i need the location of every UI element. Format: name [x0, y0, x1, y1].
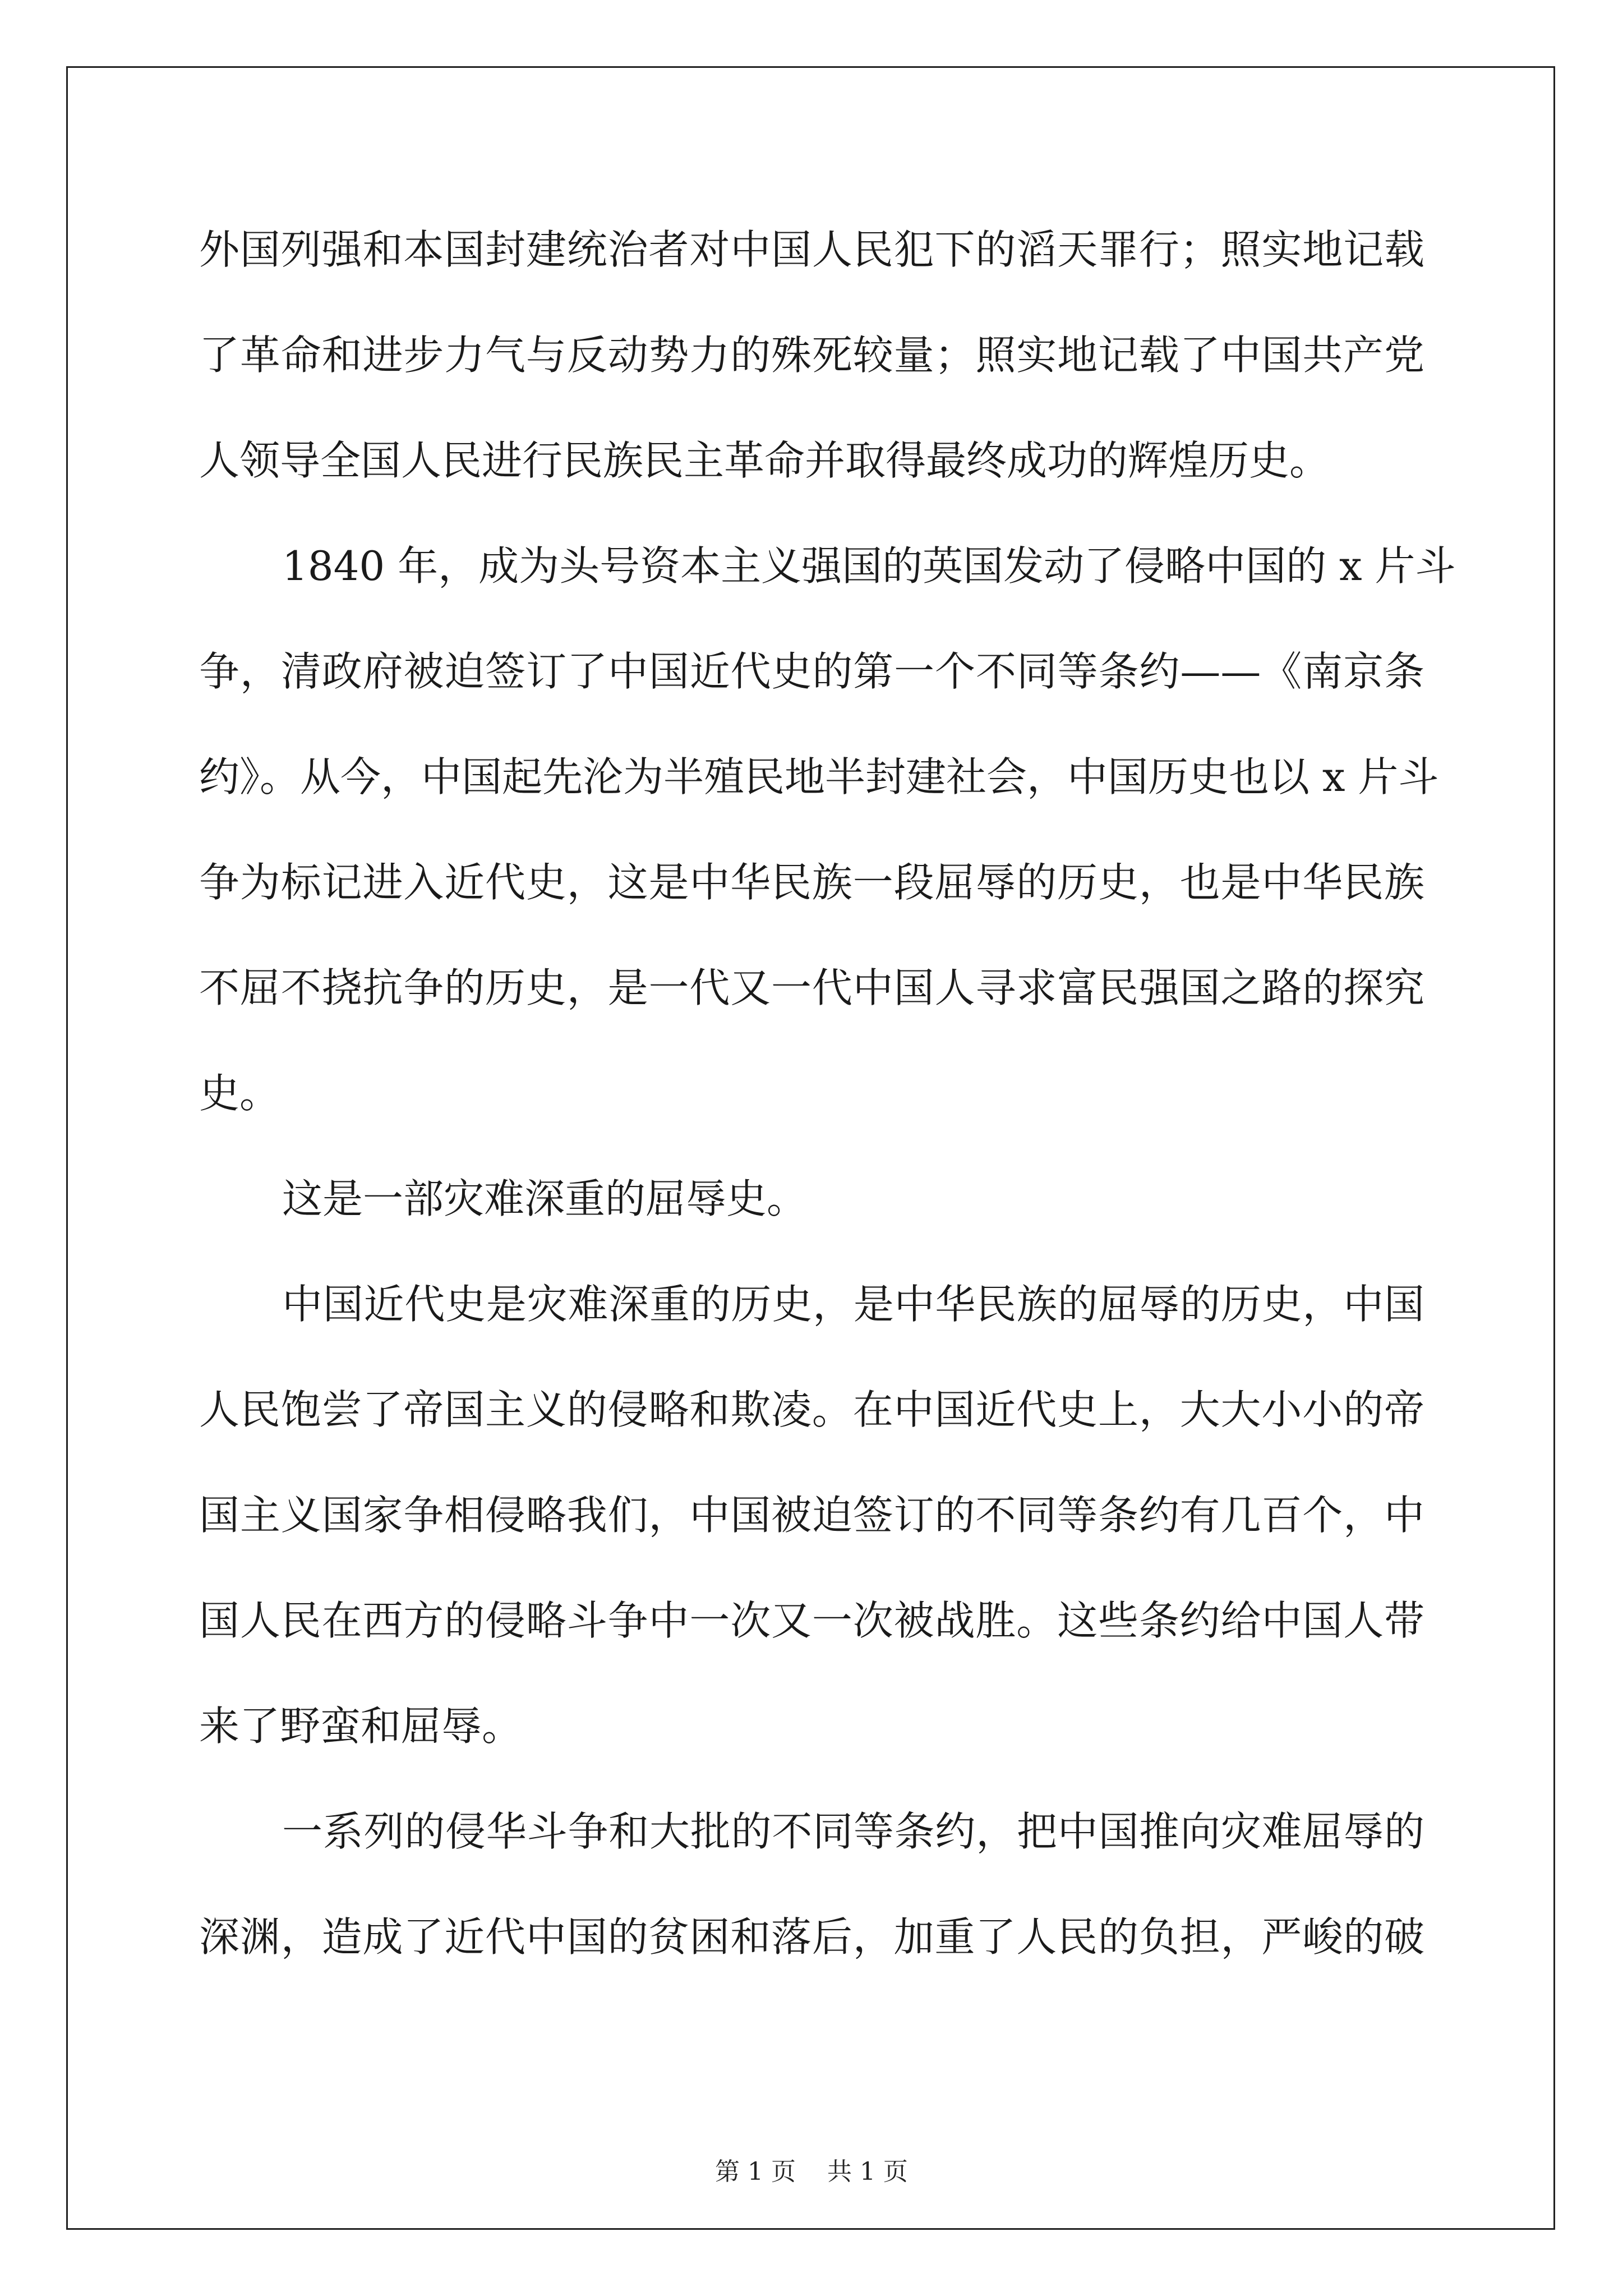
text-line: 不屈不挠抗争的历史，是一代又一代中国人寻求富民强国之路的探究 [199, 964, 1424, 1011]
document-body [199, 216, 1456, 2009]
text-line: 争为标记进入近代史，这是中华民族一段屈辱的历史，也是中华民族 [199, 859, 1424, 906]
page-footer: 第 1 页 共 1 页 [715, 2157, 908, 2186]
text-line: 人民饱尝了帝国主义的侵略和欺凌。在中国近代史上，大大小小的帝 [199, 1386, 1424, 1433]
text-line: 人领导全国人民进行民族民主革命并取得最终成功的辉煌历史。 [199, 437, 1330, 484]
text-line: 一系列的侵华斗争和大批的不同等条约，把中国推向灾难屈辱的 [282, 1808, 1424, 1855]
text-line: 国人民在西方的侵略斗争中一次又一次被战胜。这些条约给中国人带 [199, 1597, 1424, 1644]
text-line: 争，清政府被迫签订了中国近代史的第一个不同等条约——《南京条 [199, 648, 1424, 695]
text-line: 了革命和进步力气与反动势力的殊死较量；照实地记载了中国共产党 [199, 332, 1424, 379]
text-line: 1840 年，成为头号资本主义强国的英国发动了侵略中国的 x 片斗 [282, 542, 1456, 590]
text-line: 这是一部灾难深重的屈辱史。 [282, 1175, 808, 1222]
text-line: 国主义国家争相侵略我们，中国被迫签订的不同等条约有几百个，中 [199, 1492, 1424, 1539]
text-line: 约》。从今，中国起先沦为半殖民地半封建社会，中国历史也以 x 片斗 [199, 753, 1439, 800]
text-line: 史。 [199, 1070, 280, 1117]
text-line: 外国列强和本国封建统治者对中国人民犯下的滔天罪行；照实地记载 [199, 226, 1424, 273]
text-line: 来了野蛮和屈辱。 [199, 1703, 523, 1750]
text-line: 中国近代史是灾难深重的历史，是中华民族的屈辱的历史，中国 [282, 1281, 1424, 1328]
text-line: 深渊，造成了近代中国的贫困和落后，加重了人民的负担，严峻的破 [199, 1913, 1424, 1961]
